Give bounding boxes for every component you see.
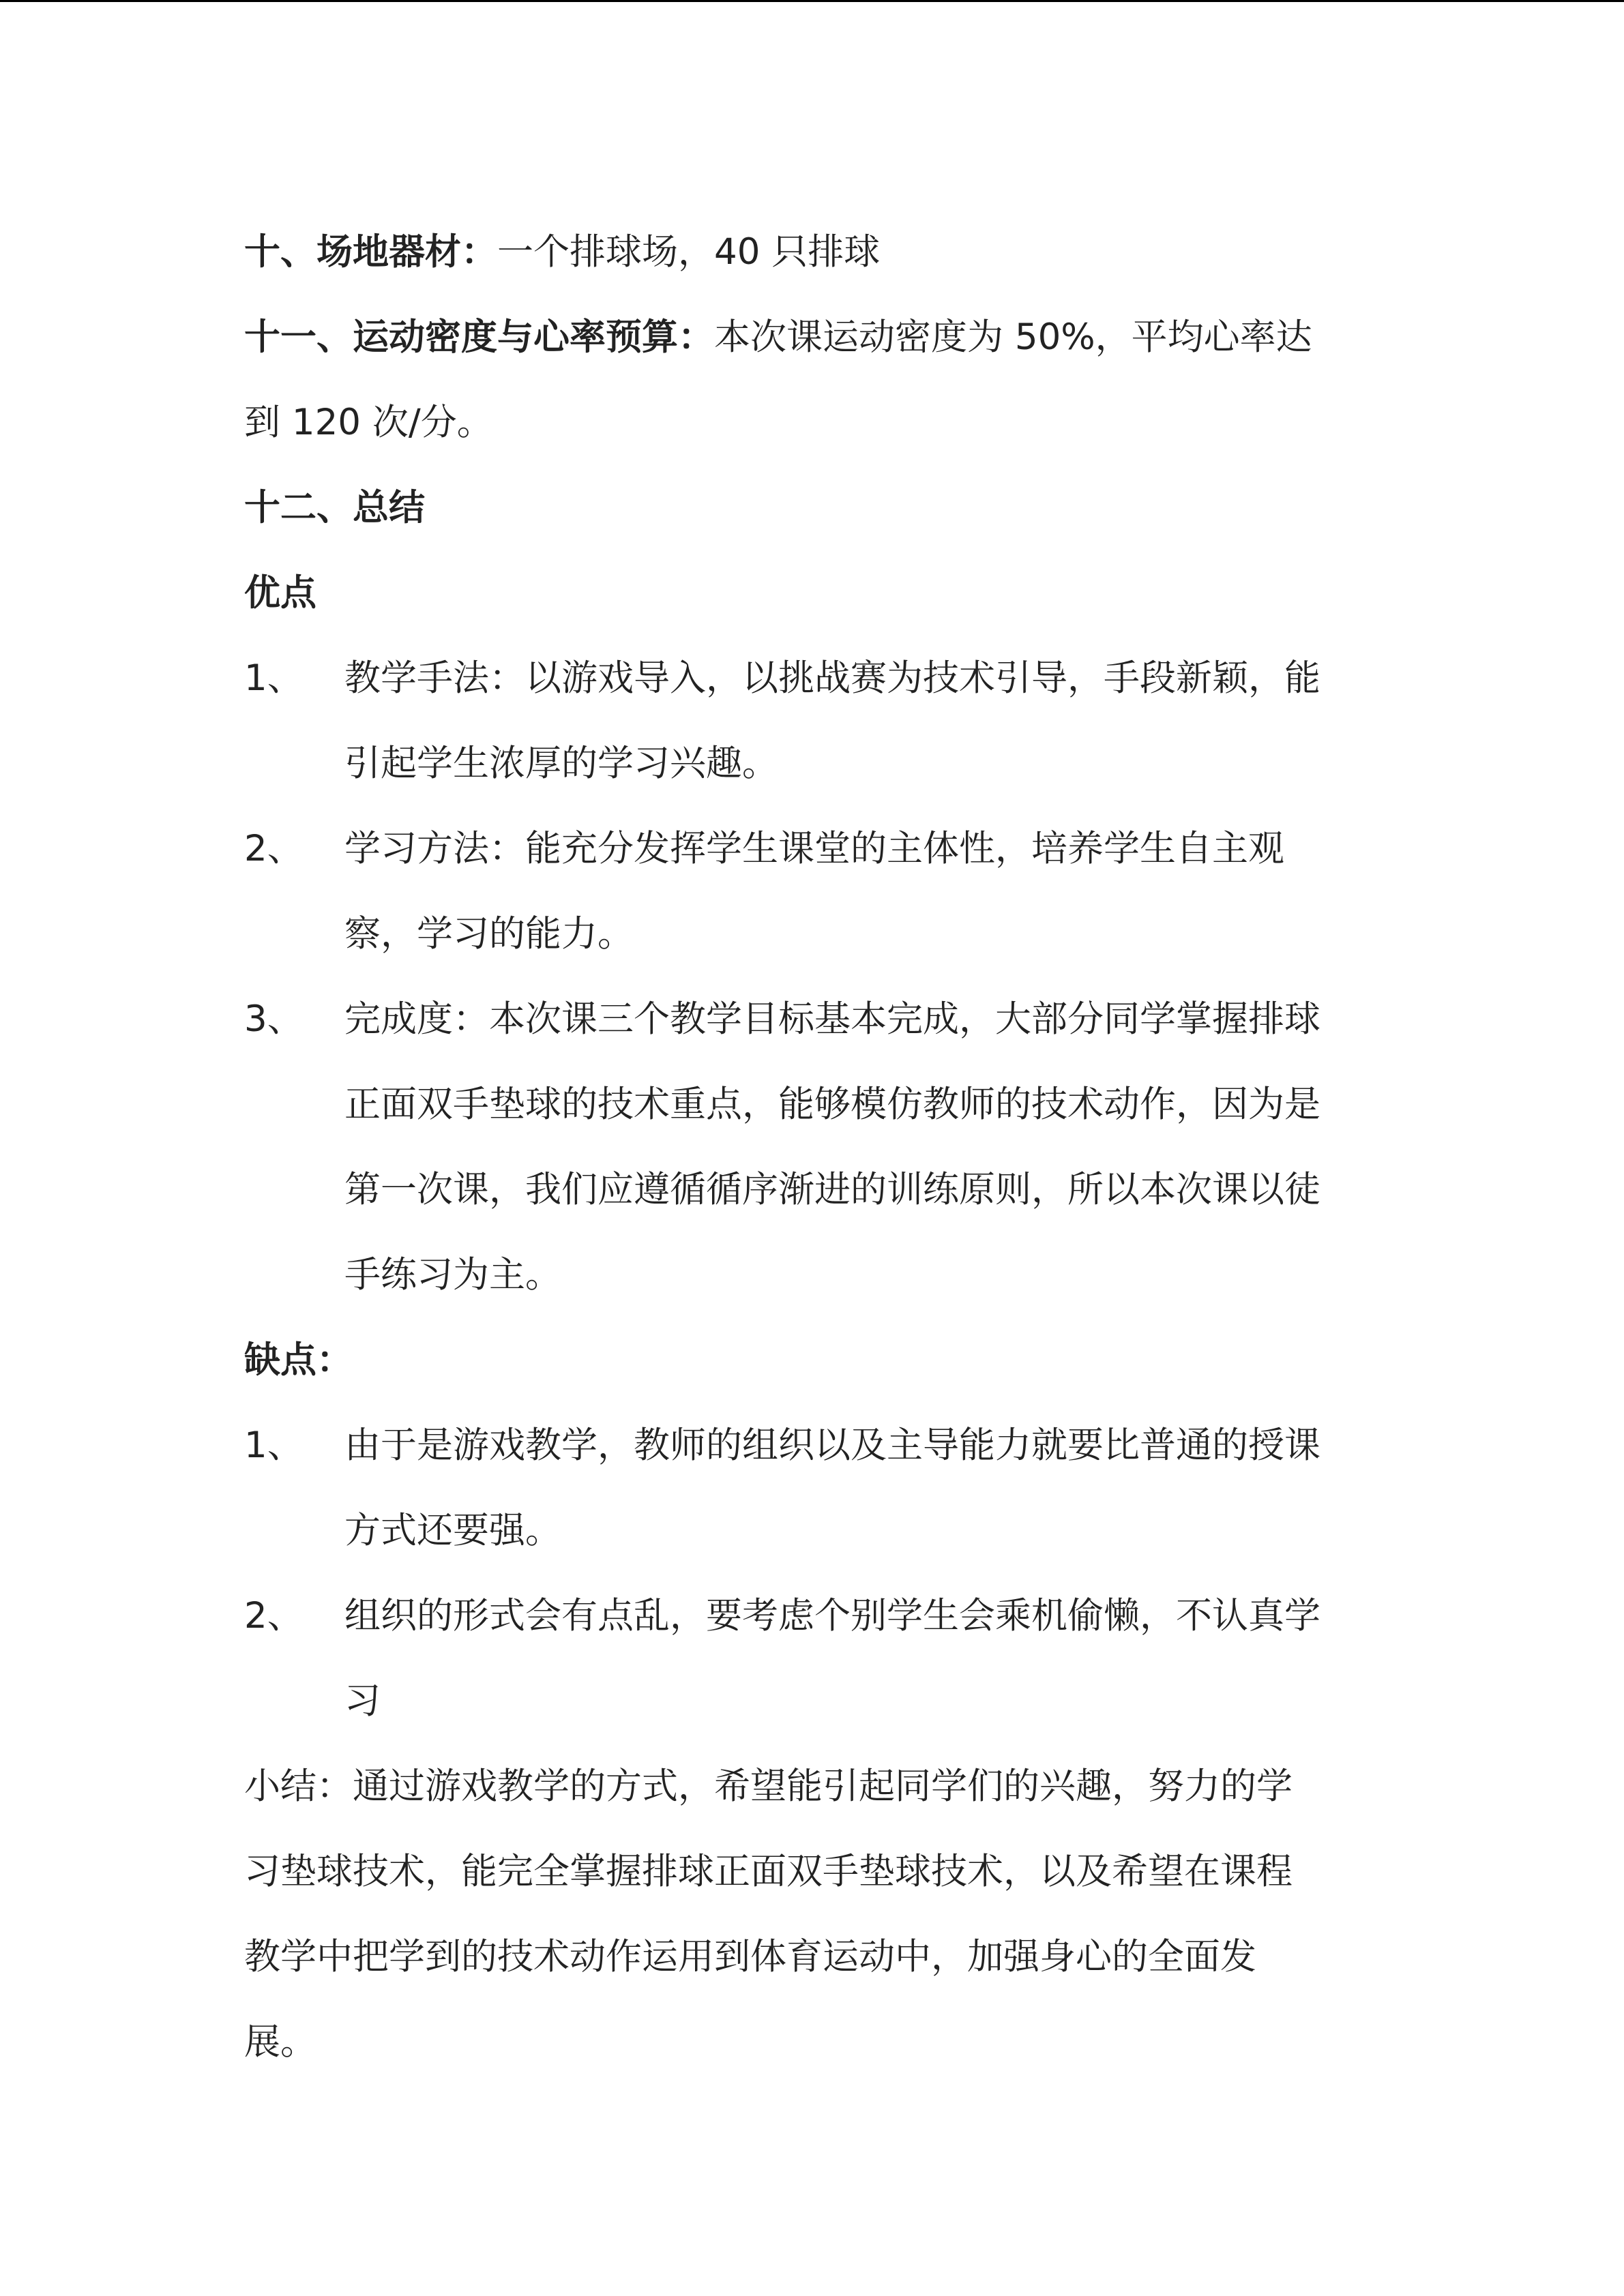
list-item-line: 由于是游戏教学，教师的组织以及主导能力就要比普通的授课 (344, 1425, 1320, 1466)
top-border-line (0, 0, 1624, 2)
list-item-line: 第一次课，我们应遵循循序渐进的训练原则，所以本次课以徒 (344, 1169, 1320, 1210)
disadvantage-item-2 (244, 1573, 1380, 1744)
advantages-heading: 优点 (244, 572, 316, 614)
disadvantage-item-1 (244, 1403, 1380, 1573)
summary-line: 小结：通过游戏教学的方式，希望能引起同学们的兴趣，努力的学 (244, 1765, 1293, 1807)
list-number: 3、 (244, 998, 304, 1040)
section-12-heading: 十二、总结 (244, 487, 425, 528)
summary-line: 教学中把学到的技术动作运用到体育运动中，加强身心的全面发 (244, 1936, 1256, 1978)
list-number: 2、 (244, 1595, 304, 1637)
advantage-item-2 (244, 806, 1380, 976)
section-11-text-line-1: 本次课运动密度为 50%，平均心率达 (714, 316, 1312, 358)
list-item-line: 组织的形式会有点乱，要考虑个别学生会乘机偷懒，不认真学 (344, 1595, 1320, 1637)
section-10-heading: 十、场地器材： (244, 231, 497, 273)
list-item-line: 完成度：本次课三个教学目标基本完成，大部分同学掌握排球 (344, 998, 1320, 1040)
list-number: 1、 (244, 657, 304, 699)
list-item-line: 习 (344, 1680, 381, 1722)
list-number: 2、 (244, 828, 304, 869)
list-item-line: 方式还要强。 (344, 1510, 561, 1551)
section-11-heading: 十一、运动密度与心率预算： (244, 316, 714, 358)
disadvantages-heading: 缺点： (244, 1339, 353, 1381)
advantage-item-3 (244, 976, 1380, 1317)
list-item-line: 学习方法：能充分发挥学生课堂的主体性，培养学生自主观 (344, 828, 1284, 869)
summary-line: 习垫球技术，能完全掌握排球正面双手垫球技术，以及希望在课程 (244, 1851, 1293, 1892)
list-number: 1、 (244, 1425, 304, 1466)
list-item-text (344, 636, 1380, 806)
list-item-line: 正面双手垫球的技术重点，能够模仿教师的技术动作，因为是 (344, 1084, 1320, 1125)
section-10-text: 一个排球场，40 只排球 (497, 231, 881, 273)
section-10 (244, 209, 1380, 295)
summary-line: 展。 (244, 2021, 316, 2063)
list-item-line: 引起学生浓厚的学习兴趣。 (344, 743, 778, 784)
list-item-text (344, 1573, 1380, 1744)
list-item-text (344, 806, 1380, 976)
list-item-text (344, 976, 1380, 1317)
list-item-line: 教学手法：以游戏导入，以挑战赛为技术引导，手段新颖，能 (344, 657, 1320, 699)
section-11 (244, 295, 1380, 380)
list-item-line: 察，学习的能力。 (344, 913, 634, 955)
advantage-item-1 (244, 636, 1380, 806)
list-item-line: 手练习为主。 (344, 1254, 561, 1296)
list-item-text (344, 1403, 1380, 1573)
section-11-text-line-2: 到 120 次/分。 (244, 402, 493, 443)
document-body (244, 209, 1380, 2085)
